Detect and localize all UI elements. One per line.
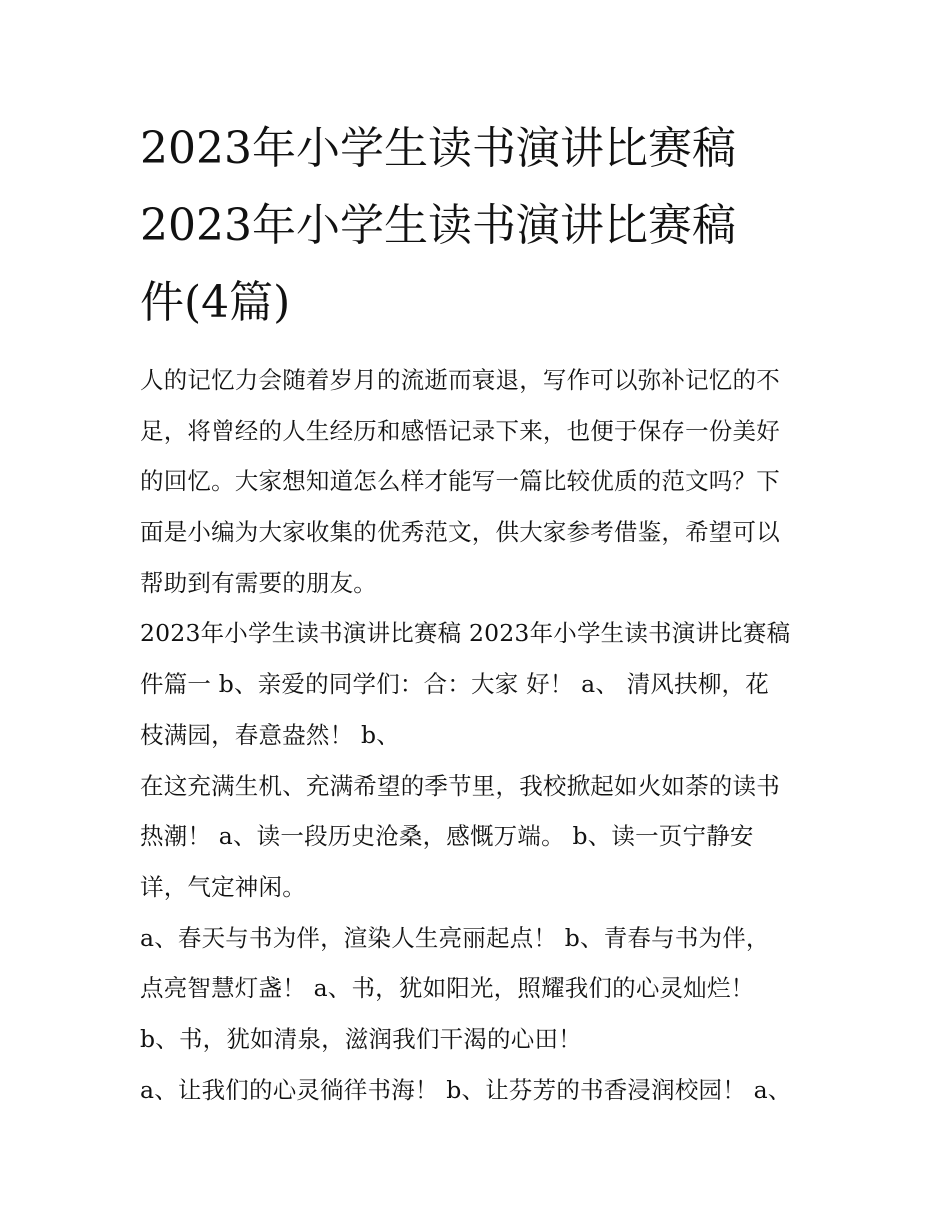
body-line: a、春天与书为伴，渲染人生亮丽起点！ b、青春与书为伴， [140,923,770,952]
body-line: 枝满园，春意盎然！ b、 [140,720,400,749]
body-line: 热潮！ a、读一段历史沧桑，感慨万端。 b、读一页宁静安 [140,822,754,851]
body-line: 2023年小学生读书演讲比赛稿 2023年小学生读书演讲比赛稿 [140,619,791,648]
title-line: 2023年小学生读书演讲比赛稿 [140,200,736,251]
body-line: 在这充满生机、充满希望的季节里，我校掀起如火如荼的读书 [140,771,780,800]
body-line: 的回忆。大家想知道怎么样才能写一篇比较优质的范文吗？下 [140,467,780,496]
body-line: 人的记忆力会随着岁月的流逝而衰退，写作可以弥补记忆的不 [140,366,780,394]
body-line: 帮助到有需要的朋友。 [140,568,377,597]
title-line: 2023年小学生读书演讲比赛稿 [140,123,736,174]
body-line: 详，气定神闲。 [140,872,306,901]
body-line: 件篇一 b、亲爱的同学们：合：大家 好！ a、 清风扶柳，花 [140,670,769,699]
document-title [140,110,840,341]
body-line: 点亮智慧灯盏！ a、书，犹如阳光，照耀我们的心灵灿烂！ [140,974,755,1003]
document-body [140,355,840,1115]
body-line: 面是小编为大家收集的优秀范文，供大家参考借鉴，希望可以 [140,518,780,547]
body-line: 足，将曾经的人生经历和感悟记录下来，也便于保存一份美好 [140,416,780,445]
body-line: a、让我们的心灵徜徉书海！ b、让芬芳的书香浸润校园！ a、 [140,1075,792,1104]
title-line: 件(4篇) [140,277,291,328]
body-line: b、书，犹如清泉，滋润我们干渴的心田！ [140,1024,582,1053]
